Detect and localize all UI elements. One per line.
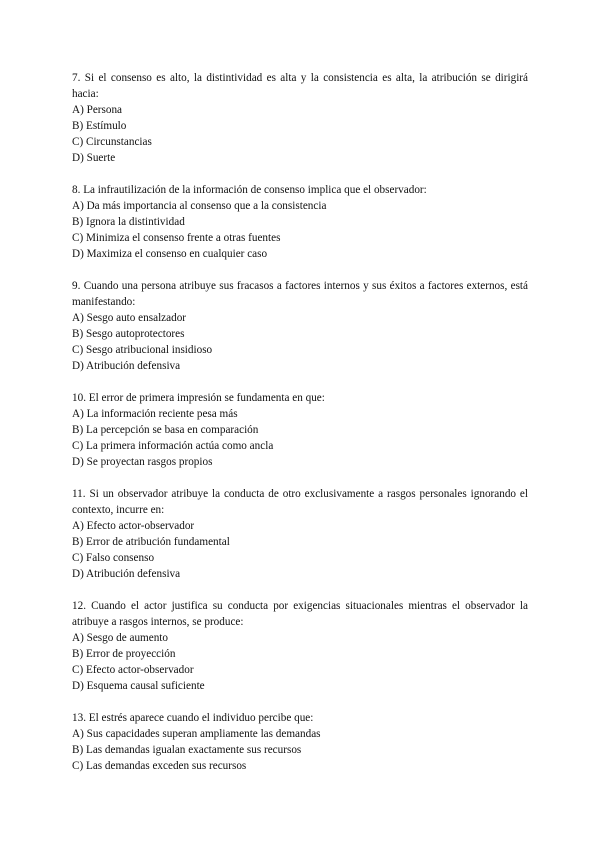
option-b: B) Ignora la distintividad (72, 216, 185, 228)
option-b: B) La percepción se basa en comparación (72, 424, 259, 436)
option-c: C) Circunstancias (72, 136, 152, 148)
question-stem: 10. El error de primera impresión se fundamenta en que: (72, 392, 325, 404)
option-d: D) Atribución defensiva (72, 360, 181, 372)
option-b: B) Sesgo autoprotectores (72, 328, 185, 340)
question-12 (72, 598, 528, 694)
question-stem: 7. Si el consenso es alto, la distintividad es alta y la consistencia es alta, la atribución se dirigirá hacia: (72, 72, 528, 100)
question-stem: 9. Cuando una persona atribuye sus fracasos a factores internos y sus éxitos a factores externos, está manifestando: (72, 280, 528, 308)
option-a: A) Persona (72, 104, 123, 116)
option-a: A) Sesgo auto ensalzador (72, 312, 187, 324)
question-stem: 11. Si un observador atribuye la conducta de otro exclusivamente a rasgos personales ignorando el contexto, incurre en: (72, 488, 528, 516)
option-c: C) Sesgo atribucional insidioso (72, 344, 213, 356)
option-a: A) La información reciente pesa más (72, 408, 238, 420)
option-a: A) Da más importancia al consenso que a la consistencia (72, 200, 327, 212)
question-11 (72, 486, 528, 582)
option-b: B) Estímulo (72, 120, 127, 132)
option-c: C) Minimiza el consenso frente a otras fuentes (72, 232, 281, 244)
question-stem: 12. Cuando el actor justifica su conducta por exigencias situacionales mientras el observador la atribuye a rasgos internos, se produce: (72, 600, 528, 628)
option-d: D) Se proyectan rasgos propios (72, 456, 213, 468)
option-d: D) Atribución defensiva (72, 568, 181, 580)
question-7 (72, 70, 528, 166)
option-a: A) Sesgo de aumento (72, 632, 169, 644)
option-c: C) Efecto actor-observador (72, 664, 194, 676)
question-stem: 8. La infrautilización de la información de consenso implica que el observador: (72, 184, 427, 196)
option-b: B) Error de atribución fundamental (72, 536, 230, 548)
question-8 (72, 182, 528, 262)
question-9 (72, 278, 528, 374)
option-d: D) Esquema causal suficiente (72, 680, 205, 692)
option-c: C) Las demandas exceden sus recursos (72, 760, 247, 772)
question-10 (72, 390, 528, 470)
option-c: C) Falso consenso (72, 552, 155, 564)
exam-page (72, 70, 528, 790)
option-b: B) Error de proyección (72, 648, 176, 660)
option-c: C) La primera información actúa como ancla (72, 440, 274, 452)
question-stem: 13. El estrés aparece cuando el individuo percibe que: (72, 712, 314, 724)
option-a: A) Sus capacidades superan ampliamente las demandas (72, 728, 321, 740)
option-d: D) Suerte (72, 152, 116, 164)
question-13 (72, 710, 528, 774)
option-b: B) Las demandas igualan exactamente sus recursos (72, 744, 302, 756)
option-a: A) Efecto actor-observador (72, 520, 195, 532)
option-d: D) Maximiza el consenso en cualquier caso (72, 248, 268, 260)
